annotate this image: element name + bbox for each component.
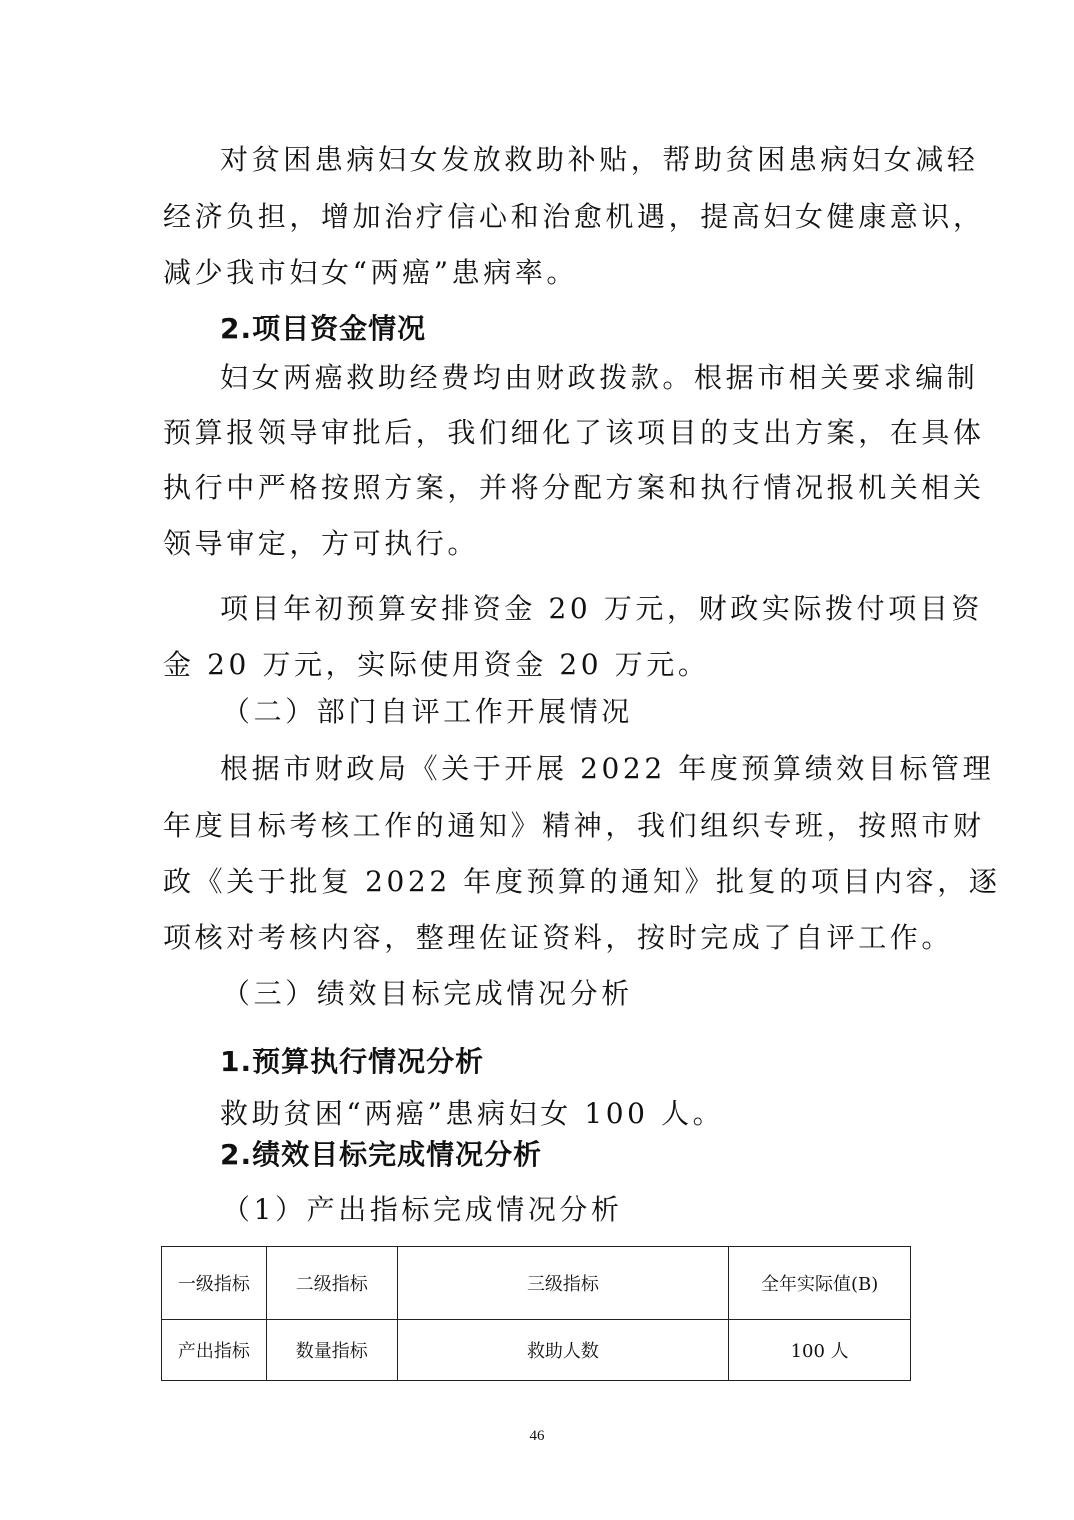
- paragraph-line: 项核对考核内容，整理佐证资料，按时完成了自评工作。: [163, 921, 954, 954]
- table-header-cell: 三级指标: [397, 1247, 729, 1320]
- table-header-row: [162, 1247, 911, 1320]
- output-indicator-table: [161, 1246, 911, 1381]
- paragraph-line: 妇女两癌救助经费均由财政拨款。根据市相关要求编制: [220, 361, 979, 394]
- table-cell: 产出指标: [162, 1320, 267, 1381]
- section-heading: （三）绩效目标完成情况分析: [222, 977, 633, 1010]
- paragraph-line: 对贫困患病妇女发放救助补贴，帮助贫困患病妇女减轻: [220, 143, 979, 176]
- paragraph-line: 年度目标考核工作的通知》精神，我们组织专班，按照市财: [163, 809, 985, 842]
- section-heading: （二）部门自评工作开展情况: [222, 695, 633, 728]
- paragraph-line: 经济负担，增加治疗信心和治愈机遇，提高妇女健康意识，: [163, 200, 985, 233]
- table-row: [162, 1320, 911, 1381]
- paragraph-line: 项目年初预算安排资金 20 万元，财政实际拨付项目资: [220, 592, 984, 625]
- paragraph-line: 领导审定，方可执行。: [163, 527, 480, 560]
- section-heading: （1）产出指标完成情况分析: [222, 1193, 623, 1226]
- table-header-cell: 二级指标: [266, 1247, 397, 1320]
- section-heading: 1.预算执行情况分析: [220, 1045, 485, 1078]
- section-heading: 2.项目资金情况: [220, 312, 427, 345]
- paragraph-line: 根据市财政局《关于开展 2022 年度预算绩效目标管理: [220, 752, 995, 785]
- page-number: 46: [529, 1428, 545, 1444]
- section-heading: 2.绩效目标完成情况分析: [220, 1138, 543, 1171]
- paragraph-line: 救助贫困“两癌”患病妇女 100 人。: [220, 1097, 725, 1130]
- paragraph-line: 执行中严格按照方案，并将分配方案和执行情况报机关相关: [163, 471, 985, 504]
- table-cell: 数量指标: [266, 1320, 397, 1381]
- paragraph-line: 政《关于批复 2022 年度预算的通知》批复的项目内容，逐: [163, 865, 1001, 898]
- paragraph-line: 预算报领导审批后，我们细化了该项目的支出方案，在具体: [163, 416, 985, 449]
- paragraph-line: 减少我市妇女“两癌”患病率。: [163, 256, 579, 289]
- table-cell: 100 人: [729, 1320, 911, 1381]
- table-header-cell: 全年实际值(B): [729, 1247, 911, 1320]
- table-header-cell: 一级指标: [162, 1247, 267, 1320]
- paragraph-line: 金 20 万元，实际使用资金 20 万元。: [163, 648, 710, 681]
- table-cell: 救助人数: [397, 1320, 729, 1381]
